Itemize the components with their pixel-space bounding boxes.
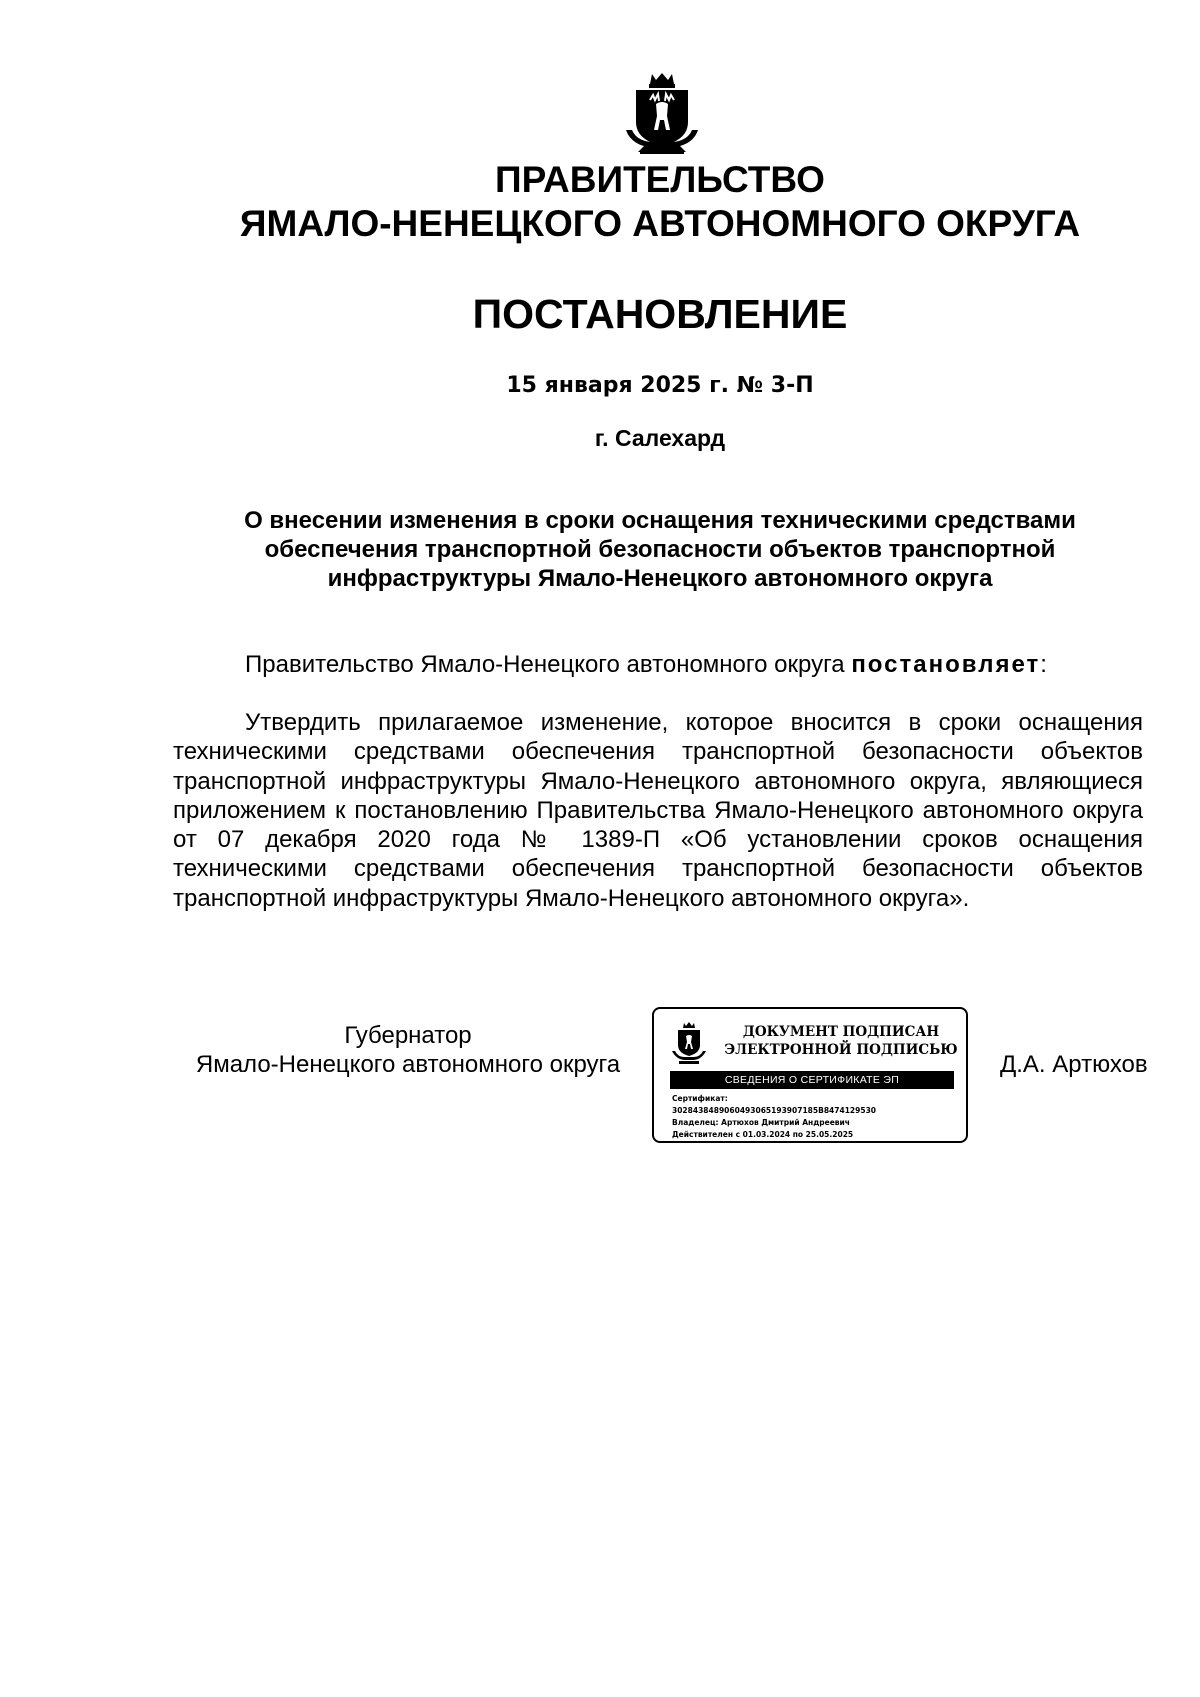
- certificate-label: Сертификат:: [672, 1094, 728, 1103]
- document-type-title: ПОСТАНОВЛЕНИЕ: [472, 291, 848, 337]
- coat-of-arms-emblem: [622, 70, 702, 156]
- resolution-keyword: постановляет: [851, 651, 1041, 678]
- organization-name-line2: ЯМАЛО-НЕНЕЦКОГО АВТОНОМНОГО ОКРУГА: [239, 203, 1081, 244]
- electronic-signature-stamp: [652, 1007, 968, 1143]
- stamp-heading-line1: ДОКУМЕНТ ПОДПИСАН: [742, 1024, 940, 1040]
- decision-paragraph: Утвердить прилагаемое изменение, которое вносится в сроки оснащения техническими средствами обеспечения транспортной безопасности объектов транспортной инфраструктуры Ямало-Ненецкого автономного округа, являющиеся приложением к постановлению Правительства Ямало-Ненецкого автономного округа от 07 декабря 2020 года № 1389-П «Об установлении сроков оснащения техническими средствами обеспечения транспортной безопасности объектов транспортной инфраструктуры Ямало-Ненецкого автономного округа».: [173, 709, 1143, 912]
- signatory-name: Д.А. Артюхов: [1000, 1051, 1148, 1078]
- resolution-text: Правительство Ямало-Ненецкого автономного округа: [245, 651, 852, 678]
- city: г. Салехард: [594, 425, 726, 451]
- resolution-paragraph: [173, 650, 1143, 679]
- certificate-info-bar: СВЕДЕНИЯ О СЕРТИФИКАТЕ ЭП: [670, 1071, 954, 1089]
- document-subject: О внесении изменения в сроки оснащения техническими средствами обеспечения транспортной безопасности объектов транспортной инфраструктуры Ямало-Ненецкого автономного округа: [244, 507, 1076, 592]
- certificate-details: [672, 1093, 876, 1141]
- resolution-colon: :: [1040, 651, 1047, 678]
- certificate-serial: 3028438489060493065193907185B8474129530: [672, 1106, 877, 1115]
- signatory-position: Губернатор: [344, 1022, 472, 1049]
- signatory-region: Ямало-Ненецкого автономного округа: [195, 1051, 621, 1078]
- organization-name-line1: ПРАВИТЕЛЬСТВО: [495, 159, 825, 200]
- certificate-validity: Действителен с 01.03.2024 по 25.05.2025: [672, 1130, 854, 1139]
- stamp-emblem-icon: [670, 1021, 708, 1065]
- date-and-number: 15 января 2025 г. № 3-П: [506, 373, 814, 398]
- certificate-owner: Владелец: Артюхов Дмитрий Андреевич: [672, 1118, 850, 1127]
- signatory-title: [173, 1021, 643, 1079]
- stamp-heading-line2: ЭЛЕКТРОННОЙ ПОДПИСЬЮ: [724, 1042, 958, 1058]
- stamp-heading: [722, 1023, 960, 1059]
